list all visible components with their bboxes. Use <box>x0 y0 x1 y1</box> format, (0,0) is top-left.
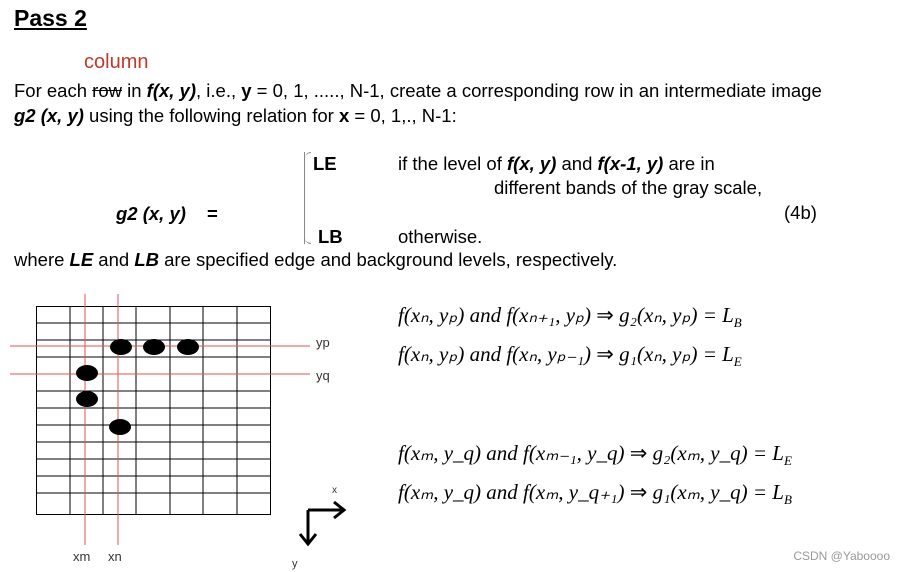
implies-arrow: ⇒ <box>629 480 648 504</box>
edge-pixels <box>76 339 199 435</box>
paragraph-line-1 <box>14 80 822 102</box>
le-symbol: LE <box>69 249 94 270</box>
relation-lhs: g2 (x, y) <box>116 203 186 224</box>
pixel-dot <box>143 339 165 355</box>
eq-rhs: f(xₙ, yₚ₋₁) <box>506 342 592 366</box>
axis-x-label: x <box>332 485 337 496</box>
text: using the following relation for <box>83 105 339 126</box>
text: in <box>121 80 147 101</box>
function-ref: f(x, y) <box>146 80 196 101</box>
label-xn: xn <box>108 549 122 564</box>
eq-and: and <box>469 342 502 366</box>
eq-rhs: f(xₙ₊₁, yₚ) <box>506 303 592 327</box>
eq-result: g₂(xₘ, y_q) = L <box>652 441 784 465</box>
text: are in <box>663 153 715 174</box>
axis-arrows <box>300 502 344 544</box>
eq-subscript: B <box>783 492 792 508</box>
text: = 0, 1, ....., N-1, create a corresponding row in an intermediate image <box>251 80 822 101</box>
eq-lhs: f(xₙ, yₚ) <box>398 303 465 327</box>
text: if the level of <box>398 153 508 174</box>
implies-arrow: ⇒ <box>629 441 648 465</box>
pixel-dot <box>110 339 132 355</box>
implies-arrow: ⇒ <box>596 303 614 327</box>
eq-rhs: f(xₘ, y_q₊₁) <box>523 480 625 504</box>
eq-subscript: B <box>733 315 742 331</box>
eq-and: and <box>486 480 518 504</box>
eq-lhs: f(xₘ, y_q) <box>398 480 482 504</box>
relation-equals: = <box>207 203 218 224</box>
function-ref: f(x, y) <box>507 153 557 174</box>
case2-value: LB <box>318 226 343 247</box>
text: and <box>93 249 135 270</box>
pixel-dot <box>109 419 131 435</box>
text: and <box>556 153 598 174</box>
text: are specified edge and background levels, respectively. <box>159 249 618 270</box>
paragraph-line-2 <box>14 105 457 127</box>
pixel-grid-figure <box>0 290 380 572</box>
axis-y-label: y <box>292 558 298 570</box>
grid <box>37 307 271 515</box>
eq-lhs: f(xₙ, yₚ) <box>398 342 465 366</box>
equation-number: (4b) <box>784 202 817 223</box>
case-brace <box>304 152 313 244</box>
eq-rhs: f(xₘ₋₁, y_q) <box>523 441 625 465</box>
eq-result: g₁(xₘ, y_q) = L <box>652 480 784 504</box>
eq-result: g₁(xₙ, yₚ) = L <box>619 342 734 366</box>
eq-and: and <box>469 303 502 327</box>
where-line <box>14 249 617 271</box>
struck-text: row <box>92 80 122 101</box>
label-yq: yq <box>316 368 330 383</box>
label-yp: yp <box>316 335 330 350</box>
pixel-dot <box>177 339 199 355</box>
implies-arrow: ⇒ <box>596 342 614 366</box>
case2-condition: otherwise. <box>398 226 483 247</box>
case1-condition <box>398 153 715 175</box>
case1-value: LE <box>313 153 337 174</box>
pixel-dot <box>76 391 98 407</box>
eq-and: and <box>486 441 518 465</box>
var-x: x <box>338 105 350 126</box>
guide-lines <box>10 294 310 545</box>
eq-subscript: E <box>783 453 792 469</box>
equation-3 <box>398 441 792 469</box>
lb-symbol: LB <box>134 249 159 270</box>
equation-2 <box>398 342 742 370</box>
equation-1 <box>398 303 742 331</box>
handwritten-annotation: column <box>84 51 149 73</box>
eq-subscript: E <box>733 354 742 370</box>
eq-result: g₂(xₙ, yₚ) = L <box>619 303 734 327</box>
var-y: y <box>241 80 252 101</box>
label-xm: xm <box>73 549 91 564</box>
watermark: CSDN @Yaboooo <box>793 549 890 563</box>
text: = 0, 1,., N-1: <box>349 105 457 126</box>
pixel-dot <box>76 365 98 381</box>
text: For each <box>14 80 93 101</box>
text: where <box>14 249 70 270</box>
equation-4 <box>398 480 792 508</box>
case1-condition-line2: different bands of the gray scale, <box>494 177 763 198</box>
function-ref: g2 (x, y) <box>14 105 84 126</box>
page-title: Pass 2 <box>14 5 87 31</box>
function-ref: f(x-1, y) <box>597 153 664 174</box>
text: , i.e., <box>196 80 242 101</box>
eq-lhs: f(xₘ, y_q) <box>398 441 482 465</box>
